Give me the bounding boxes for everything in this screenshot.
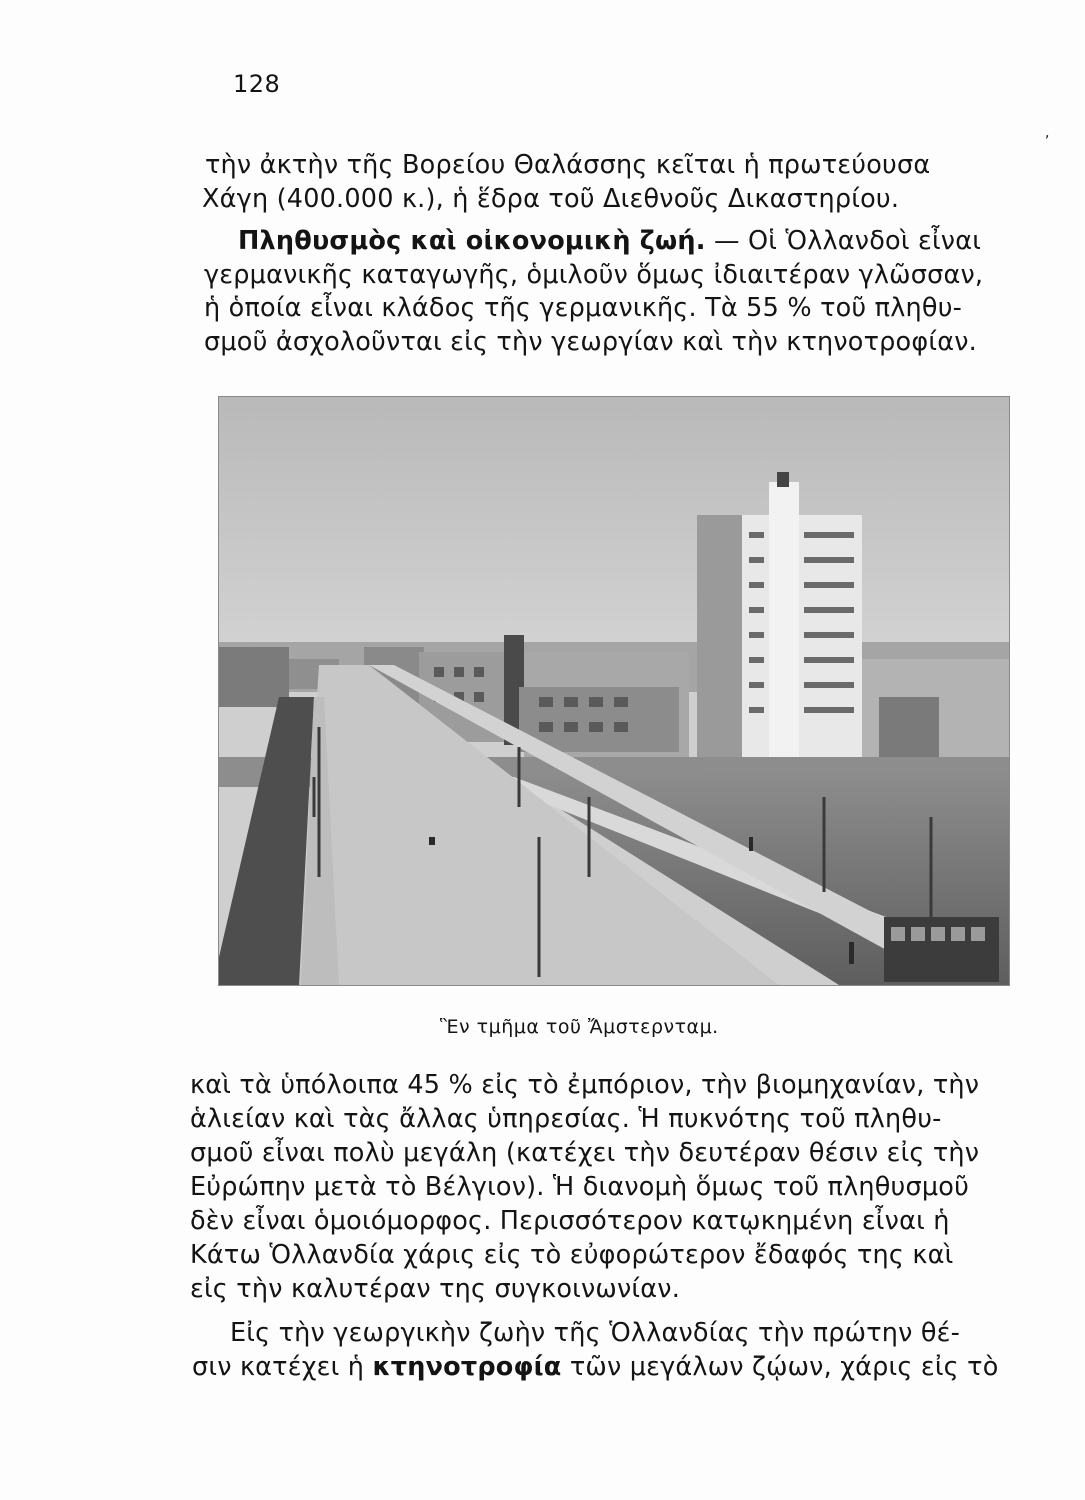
pedestrian (749, 837, 753, 851)
text-line: Χάγη (400.000 κ.), ἡ ἕδρα τοῦ Διεθνοῦς Δικαστηρίου. (202, 184, 900, 214)
text-line (192, 1352, 999, 1382)
text-line: καὶ τὰ ὑπόλοιπα 45 % εἰς τὸ ἐμπόριον, τὴν βιομηχανίαν, τὴν (190, 1070, 980, 1100)
hedge (219, 697, 314, 985)
tower-top (777, 472, 789, 487)
text-span: σιν κατέχει ἡ (192, 1352, 373, 1382)
figure-caption: Ἓν τμῆμα τοῦ Ἄμστερνταμ. (440, 1016, 719, 1038)
photo-illustration (219, 397, 1009, 985)
text-line: Κάτω Ὁλλανδία χάρις εἰς τὸ εὐφορώτερον ἔδαφός της καὶ (190, 1240, 954, 1270)
margin-mark: , (1045, 125, 1050, 141)
text-line: σμοῦ εἶναι πολὺ μεγάλη (κατέχει τὴν δευτέραν θέσιν εἰς τὴν (190, 1138, 980, 1168)
amsterdam-photo (218, 396, 1010, 986)
distant-buildings (219, 647, 289, 707)
pedestrian (849, 942, 854, 964)
pedestrian (429, 837, 435, 845)
text-line: Εὐρώπην μετὰ τὸ Βέλγιον). Ἡ διανομὴ ὅμως τοῦ πληθυσμοῦ (190, 1172, 970, 1202)
tower-stairwell (769, 482, 799, 765)
text-line: γερμανικῆς καταγωγῆς, ὁμιλοῦν ὅμως ἰδιαιτέραν γλῶσσαν, (204, 260, 984, 290)
text-line: Εἰς τὴν γεωργικὴν ζωὴν τῆς Ὁλλανδίας τὴν πρώτην θέ- (230, 1318, 961, 1348)
page-number: 128 (233, 70, 281, 98)
text-line: ἁλιείαν καὶ τὰς ἄλλας ὑπηρεσίας. Ἡ πυκνότης τοῦ πληθυ- (190, 1104, 942, 1134)
section-heading: Πληθυσμὸς καὶ οἰκονομικὴ ζωή. (238, 226, 706, 256)
text-span: τῶν μεγάλων ζῴων, χάρις εἰς τὸ (561, 1352, 999, 1382)
low-building (879, 697, 939, 757)
tram (884, 917, 999, 982)
bold-term: κτηνοτροφία (372, 1352, 562, 1382)
tower-block-side (697, 515, 742, 765)
heading-line-rest: — Οἱ Ὁλλανδοὶ εἶναι (705, 226, 982, 256)
text-line: ἡ ὁποία εἶναι κλάδος τῆς γερμανικῆς. Τὰ 55 % τοῦ πληθυ- (204, 293, 963, 323)
text-line: δὲν εἶναι ὁμοιόμορφος. Περισσότερον κατῳκημένη εἶναι ἡ (190, 1206, 950, 1236)
text-line: τὴν ἀκτὴν τῆς Βορείου Θαλάσσης κεῖται ἡ πρωτεύουσα (205, 150, 931, 180)
text-line (238, 226, 981, 256)
text-line: εἰς τὴν καλυτέραν της συγκοινωνίαν. (190, 1274, 680, 1304)
text-line: σμοῦ ἀσχολοῦνται εἰς τὴν γεωργίαν καὶ τὴν κτηνοτροφίαν. (204, 327, 977, 357)
